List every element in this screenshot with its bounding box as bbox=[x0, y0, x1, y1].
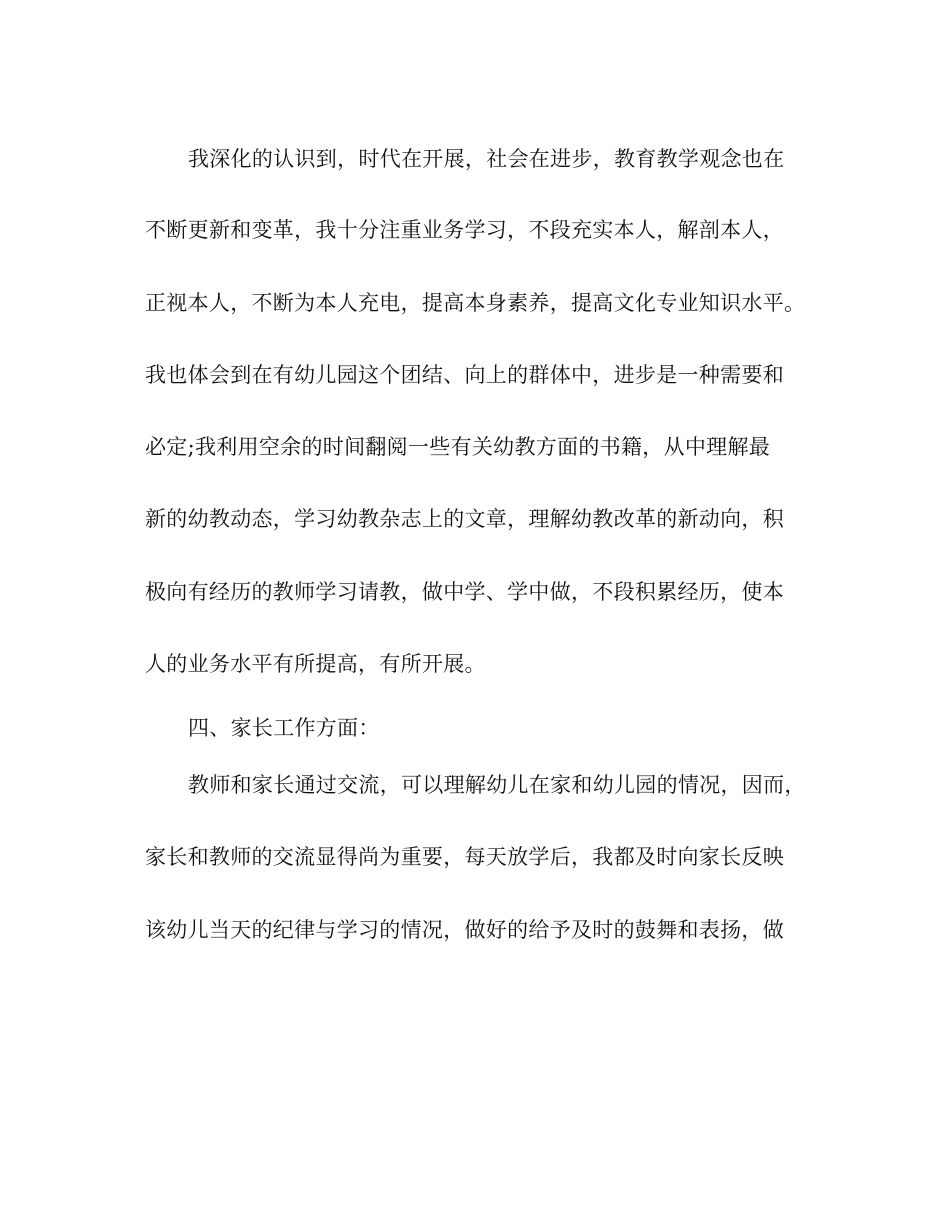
paragraph-line-3: 正视本人，不断为本人充电，提高本身素养，提高文化专业知识水平。 bbox=[145, 291, 806, 315]
paragraph-line-9: 教师和家长通过交流，可以理解幼儿在家和幼儿园的情况，因而， bbox=[188, 773, 806, 797]
paragraph-line-7: 极向有经历的教师学习请教，做中学、学中做，不段积累经历，使本 bbox=[145, 580, 784, 604]
paragraph-line-1: 我深化的认识到，时代在开展，社会在进步，教育教学观念也在 bbox=[188, 147, 785, 171]
section-heading: 四、家长工作方面： bbox=[188, 716, 380, 740]
paragraph-line-6: 新的幼教动态，学习幼教杂志上的文章，理解幼教改革的新动向，积 bbox=[145, 507, 784, 531]
paragraph-line-8: 人的业务水平有所提高，有所开展。 bbox=[145, 652, 486, 676]
paragraph-line-11: 该幼儿当天的纪律与学习的情况，做好的给予及时的鼓舞和表扬，做 bbox=[145, 918, 784, 942]
paragraph-line-10: 家长和教师的交流显得尚为重要，每天放学后，我都及时向家长反映 bbox=[145, 845, 784, 869]
paragraph-line-4: 我也体会到在有幼儿园这个团结、向上的群体中，进步是一种需要和 bbox=[145, 363, 784, 387]
paragraph-line-2: 不断更新和变革，我十分注重业务学习，不段充实本人，解剖本人， bbox=[145, 218, 784, 242]
paragraph-line-5: 必定;我利用空余的时间翻阅一些有关幼教方面的书籍，从中理解最 bbox=[145, 435, 771, 459]
